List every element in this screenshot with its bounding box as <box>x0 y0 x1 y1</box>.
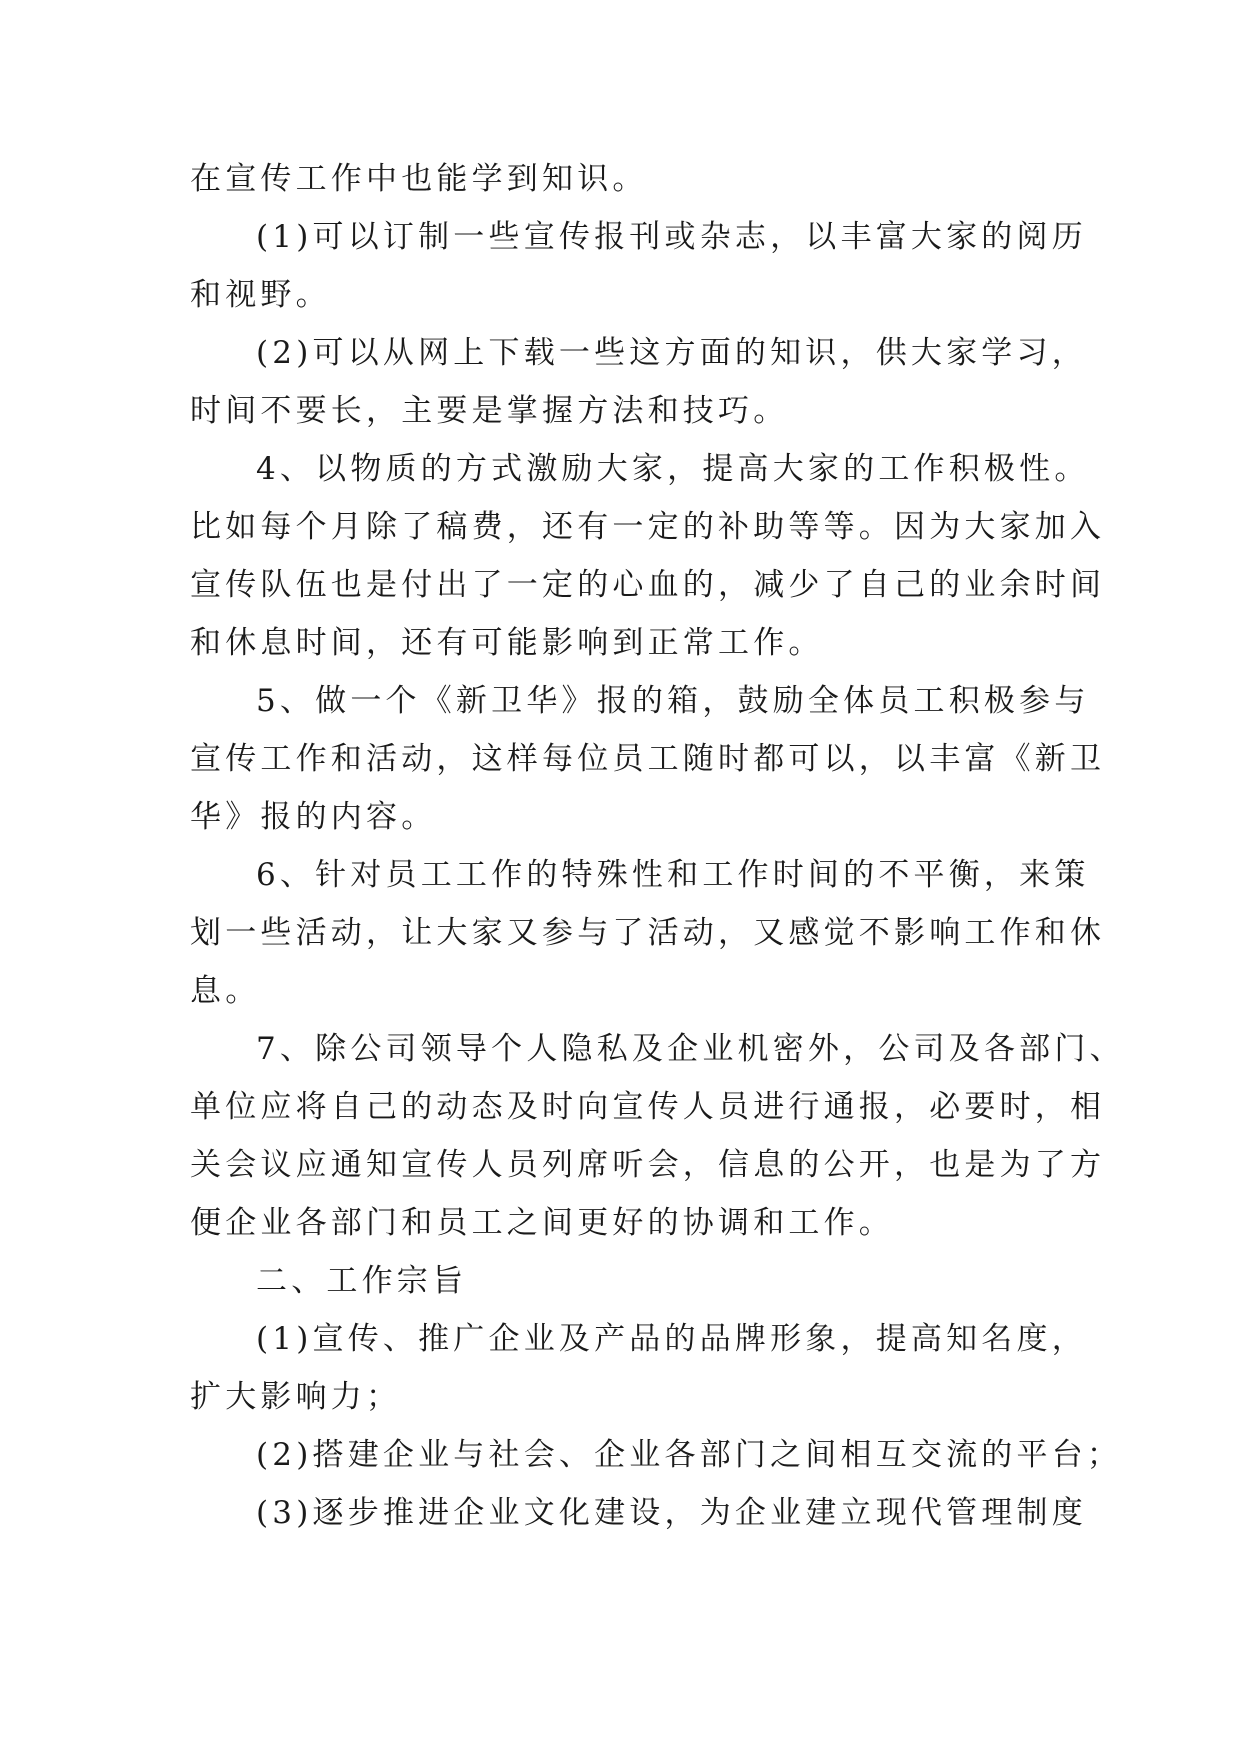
text-line: 宣传队伍也是付出了一定的心血的，减少了自己的业余时间 <box>190 567 1106 603</box>
text-line: 华》报的内容。 <box>190 799 437 835</box>
text-line: 和视野。 <box>190 277 331 313</box>
text-line: 7、除公司领导个人隐私及企业机密外，公司及各部门、 <box>256 1031 1125 1067</box>
text-line: 划一些活动，让大家又参与了活动，又感觉不影响工作和休 <box>190 915 1106 951</box>
text-line: 关会议应通知宣传人员列席听会，信息的公开，也是为了方 <box>190 1147 1106 1183</box>
text-line: (1)可以订制一些宣传报刊或杂志，以丰富大家的阅历 <box>256 219 1087 255</box>
text-line: (2)可以从网上下载一些这方面的知识，供大家学习， <box>256 335 1087 371</box>
text-line: 时间不要长，主要是掌握方法和技巧。 <box>190 393 789 429</box>
text-line: 和休息时间，还有可能影响到正常工作。 <box>190 625 824 661</box>
text-line: 宣传工作和活动，这样每位员工随时都可以，以丰富《新卫 <box>190 741 1106 777</box>
text-line: 便企业各部门和员工之间更好的协调和工作。 <box>190 1205 894 1241</box>
text-line: 4、以物质的方式激励大家，提高大家的工作积极性。 <box>256 451 1090 487</box>
text-line: 在宣传工作中也能学到知识。 <box>190 161 648 197</box>
text-line: (1)宣传、推广企业及产品的品牌形象，提高知名度， <box>256 1321 1087 1357</box>
section-heading: 二、工作宗旨 <box>256 1263 468 1299</box>
text-line: 扩大影响力； <box>190 1379 402 1415</box>
text-line: 5、做一个《新卫华》报的箱，鼓励全体员工积极参与 <box>256 683 1090 719</box>
text-line: 6、针对员工工作的特殊性和工作时间的不平衡，来策 <box>256 857 1090 893</box>
text-line: 单位应将自己的动态及时向宣传人员进行通报，必要时，相 <box>190 1089 1106 1125</box>
text-line: (3)逐步推进企业文化建设，为企业建立现代管理制度 <box>256 1495 1087 1531</box>
text-line: (2)搭建企业与社会、企业各部门之间相互交流的平台； <box>256 1437 1123 1473</box>
text-line: 比如每个月除了稿费，还有一定的补助等等。因为大家加入 <box>190 509 1106 545</box>
document-body <box>190 150 1125 1542</box>
text-line: 息。 <box>190 973 261 1009</box>
